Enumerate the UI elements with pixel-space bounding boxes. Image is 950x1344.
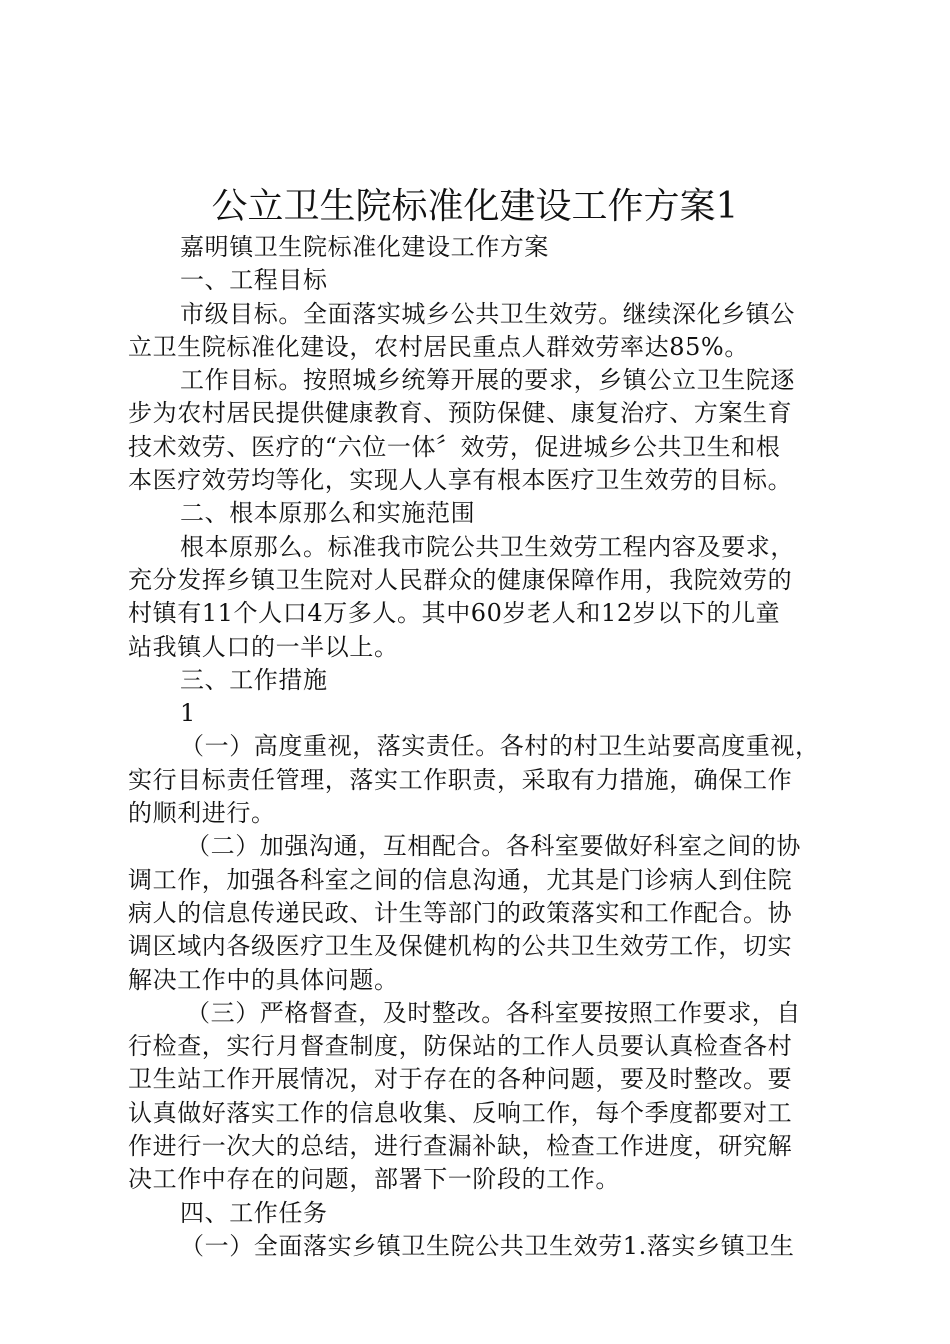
text-line: 四、工作任务 [180,1198,328,1227]
text-line: 市级目标。全面落实城乡公共卫生效劳。继续深化乡镇公 [180,299,795,328]
text-line: 根本原那么。标准我市院公共卫生效劳工程内容及要求， [180,532,795,561]
text-line: 的顺利进行。 [128,799,276,828]
text-line: （一）高度重视，落实责任。各村的村卫生站要高度重视， [180,732,820,761]
document-body [128,231,828,1263]
text-line: 1 [180,699,196,728]
text-line: 作进行一次大的总结，进行查漏补缺，检查工作进度，研究解 [128,1132,793,1161]
text-line: 决工作中存在的问题，部署下一阶段的工作。 [128,1165,620,1194]
text-line: 一、工程目标 [180,266,328,295]
text-line: 步为农村居民提供健康教育、预防保健、康复治疗、方案生育 [128,399,793,428]
text-line: （一）全面落实乡镇卫生院公共卫生效劳1.落实乡镇卫生 [180,1231,795,1260]
text-line: （三）严格督查，及时整改。各科室要按照工作要求，自 [186,998,801,1027]
text-line: 认真做好落实工作的信息收集、反响工作，每个季度都要对工 [128,1098,793,1127]
text-line: 解决工作中的具体问题。 [128,965,399,994]
text-line: 实行目标责任管理，落实工作职责，采取有力措施，确保工作 [128,765,793,794]
text-line: 充分发挥乡镇卫生院对人民群众的健康保障作用，我院效劳的 [128,565,793,594]
text-line: 调区域内各级医疗卫生及保健机构的公共卫生效劳工作，切实 [128,932,793,961]
text-line: 嘉明镇卫生院标准化建设工作方案 [180,233,549,261]
text-line: 村镇有11个人口4万多人。其中60岁老人和12岁以下的儿童 [128,599,781,628]
text-line: 卫生站工作开展情况，对于存在的各种问题，要及时整改。要 [128,1065,793,1094]
text-line: （二）加强沟通，互相配合。各科室要做好科室之间的协 [186,832,801,861]
text-line: 二、根本原那么和实施范围 [180,499,476,528]
text-line: 行检查，实行月督查制度，防保站的工作人员要认真检查各村 [128,1032,793,1061]
document-title: 公立卫生院标准化建设工作方案1 [211,186,739,227]
text-line: 本医疗效劳均等化，实现人人享有根本医疗卫生效劳的目标。 [128,466,793,495]
text-line: 立卫生院标准化建设，农村居民重点人群效劳率达85%。 [128,332,749,361]
text-line: 三、工作措施 [180,665,328,694]
text-line: 技术效劳、医疗的“六位一体〞效劳，促进城乡公共卫生和根 [128,432,781,461]
text-line: 病人的信息传递民政、计生等部门的政策落实和工作配合。协 [128,898,793,927]
text-line: 调工作，加强各科室之间的信息沟通，尤其是门诊病人到住院 [128,865,793,894]
text-line: 站我镇人口的一半以上。 [128,632,399,661]
text-line: 工作目标。按照城乡统筹开展的要求，乡镇公立卫生院逐 [180,366,795,395]
